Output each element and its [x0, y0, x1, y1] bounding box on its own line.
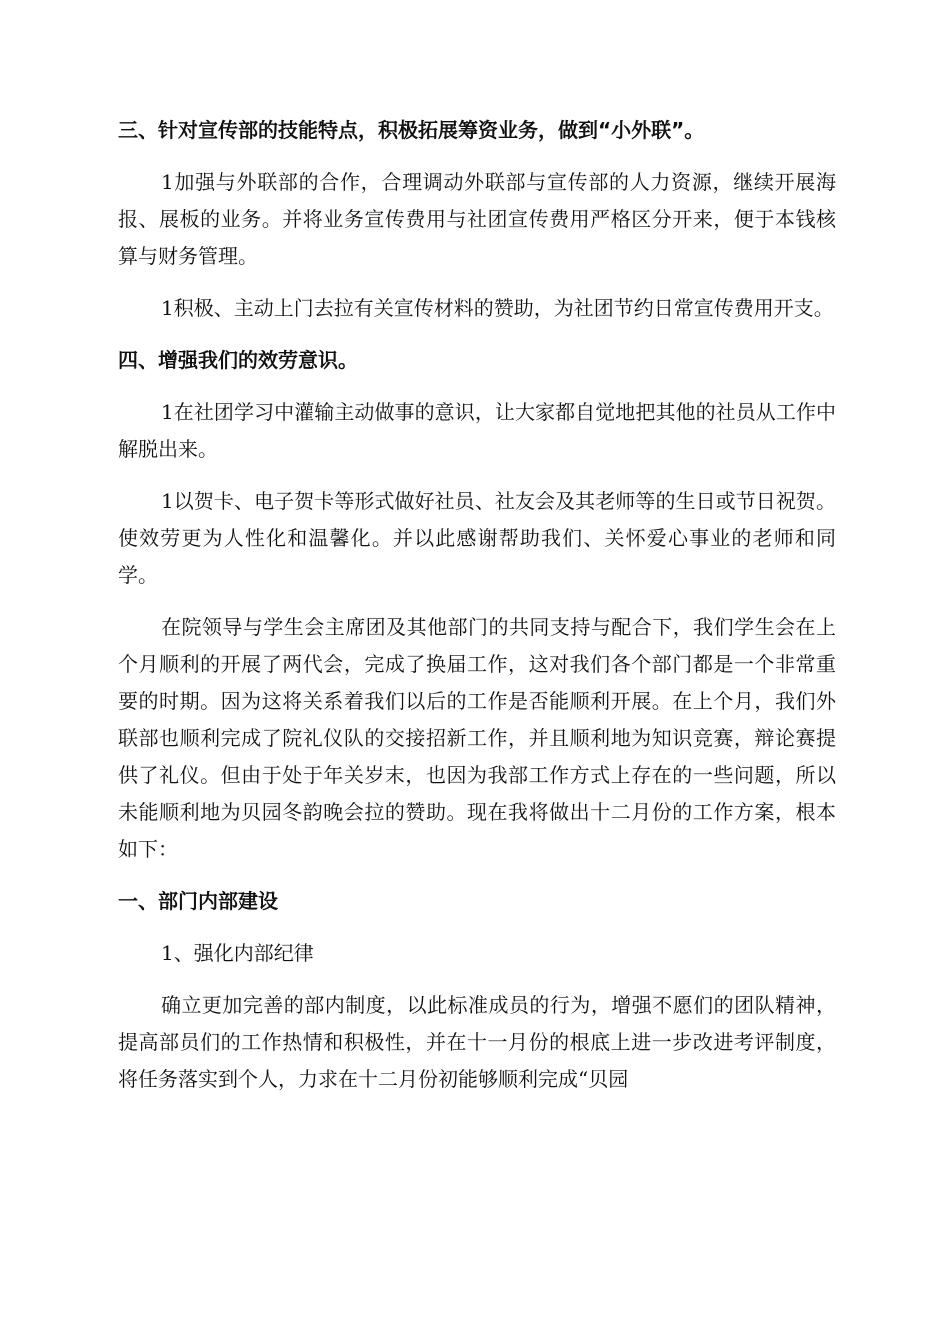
document-page — [118, 112, 836, 1113]
section-heading-internal-building: 一、部门内部建设 — [118, 889, 278, 913]
paragraph-initiative: 1在社团学习中灌输主动做事的意识，让大家都自觉地把其他的社员从工作中解脱出来。 — [118, 400, 836, 461]
paragraph-summary: 在院领导与学生会主席团及其他部门的共同支持与配合下，我们学生会在上个月顺利的开展了两代会，完成了换届工作，这对我们各个部门都是一个非常重要的时期。因为这将关系着我们以后的工作是否能顺利开展。在上个月，我们外联部也顺利完成了院礼仪队的交接招新工作，并且顺利地为知识竞赛，辩论赛提供了礼仪。但由于处于年关岁末，也因为我部工作方式上存在的一些问题，所以未能顺利地为贝园冬韵晚会拉的赞助。现在我将做出十二月份的工作方案，根本如下： — [118, 615, 836, 861]
paragraph-cooperation: 1加强与外联部的合作，合理调动外联部与宣传部的人力资源，继续开展海报、展板的业务。并将业务宣传费用与社团宣传费用严格区分开来，便于本钱核算与财务管理。 — [118, 170, 836, 268]
subheading-discipline: 1、强化内部纪律 — [161, 941, 314, 965]
paragraph-greetings: 1以贺卡、电子贺卡等形式做好社员、社友会及其老师等的生日或节日祝贺。使效劳更为人性化和温馨化。并以此感谢帮助我们、关怀爱心事业的老师和同学。 — [118, 489, 836, 587]
paragraph-sponsorship: 1积极、主动上门去拉有关宣传材料的赞助，为社团节约日常宣传费用开支。 — [161, 296, 834, 320]
section-heading-service-awareness: 四、增强我们的效劳意识。 — [118, 348, 358, 372]
paragraph-rules: 确立更加完善的部内制度，以此标准成员的行为，增强不愿们的团队精神，提高部员们的工作热情和积极性，并在十一月份的根底上进一步改进考评制度，将任务落实到个人，力求在十二月份初能够顺利完成“贝园 — [118, 993, 836, 1091]
section-heading-publicity-skills: 三、针对宣传部的技能特点，积极拓展筹资业务，做到“小外联”。 — [118, 118, 705, 142]
